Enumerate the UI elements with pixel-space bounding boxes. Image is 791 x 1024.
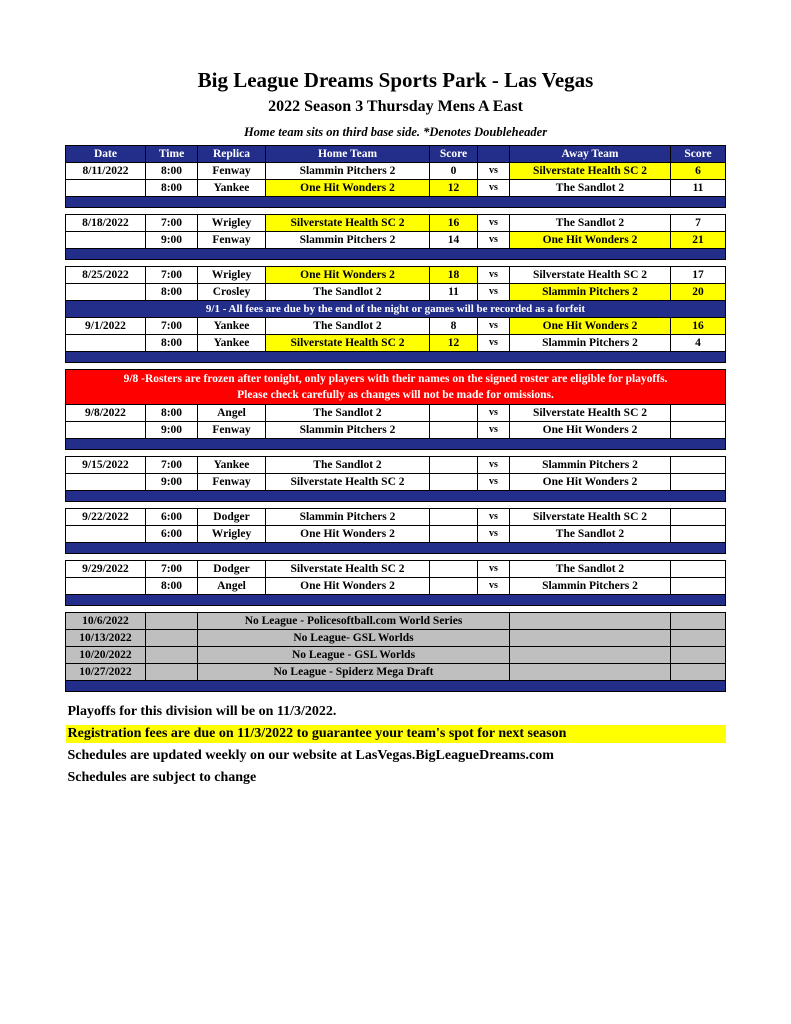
date-cell: 8/11/2022 [66, 163, 146, 180]
time-cell: 9:00 [146, 474, 198, 491]
table-body [66, 163, 726, 692]
away-score-cell [671, 457, 726, 474]
spacer-row [66, 352, 726, 363]
time-cell: 8:00 [146, 405, 198, 422]
time-cell: 6:00 [146, 526, 198, 543]
spacer-cell [66, 249, 726, 260]
no-league-cell: No League - GSL Worlds [198, 647, 510, 664]
vs-label: vs [478, 422, 510, 439]
home-score-cell: 16 [430, 215, 478, 232]
away-team-cell: Silverstate Health SC 2 [510, 163, 671, 180]
vs-label: vs [478, 457, 510, 474]
home-score-cell [430, 526, 478, 543]
away-score-cell [671, 422, 726, 439]
vs-label: vs [478, 215, 510, 232]
no-league-cell: No League - Policesoftball.com World Series [198, 613, 510, 630]
away-team-cell: Silverstate Health SC 2 [510, 509, 671, 526]
date-cell: 9/1/2022 [66, 318, 146, 335]
home-score-cell: 12 [430, 180, 478, 197]
note-line: 9/1 - All fees are due by the end of the night or games will be recorded as a forfeit [205, 303, 586, 315]
replica-cell: Yankee [198, 457, 266, 474]
game-row [66, 405, 726, 422]
no-league-cell: No League- GSL Worlds [198, 630, 510, 647]
away-score-cell: 16 [671, 318, 726, 335]
home-team-cell: The Sandlot 2 [266, 405, 430, 422]
time-cell: 6:00 [146, 509, 198, 526]
away-team-cell: Slammin Pitchers 2 [510, 457, 671, 474]
game-row [66, 509, 726, 526]
vs-label: vs [478, 267, 510, 284]
vs-label: vs [478, 180, 510, 197]
game-row [66, 422, 726, 439]
date-cell [66, 578, 146, 595]
game-row [66, 232, 726, 249]
home-team-cell: The Sandlot 2 [266, 457, 430, 474]
away-score-cell: 11 [671, 180, 726, 197]
away-team-cell: The Sandlot 2 [510, 561, 671, 578]
no-league-cell: No League - Spiderz Mega Draft [198, 664, 510, 681]
replica-cell: Yankee [198, 318, 266, 335]
note-cell [66, 301, 726, 318]
date-cell: 9/8/2022 [66, 405, 146, 422]
date-cell: 8/18/2022 [66, 215, 146, 232]
gap-cell [66, 260, 726, 267]
game-row [66, 215, 726, 232]
replica-cell: Wrigley [198, 526, 266, 543]
time-cell: 8:00 [146, 578, 198, 595]
date-cell: 10/27/2022 [66, 664, 146, 681]
no-league-row [66, 647, 726, 664]
home-score-cell [430, 474, 478, 491]
home-team-cell: Slammin Pitchers 2 [266, 422, 430, 439]
game-row [66, 180, 726, 197]
away-team-cell [510, 664, 671, 681]
time-cell [146, 630, 198, 647]
no-league-row [66, 613, 726, 630]
time-cell: 7:00 [146, 561, 198, 578]
away-team-cell: One Hit Wonders 2 [510, 318, 671, 335]
spacer-row [66, 681, 726, 692]
replica-cell: Wrigley [198, 267, 266, 284]
away-team-cell: Slammin Pitchers 2 [510, 335, 671, 352]
game-row [66, 318, 726, 335]
vs-label: vs [478, 561, 510, 578]
vs-label: vs [478, 163, 510, 180]
date-cell: 9/15/2022 [66, 457, 146, 474]
time-cell [146, 613, 198, 630]
game-row [66, 267, 726, 284]
date-cell: 9/22/2022 [66, 509, 146, 526]
home-team-cell: Silverstate Health SC 2 [266, 474, 430, 491]
game-row [66, 474, 726, 491]
home-score-cell [430, 405, 478, 422]
home-team-cell: Silverstate Health SC 2 [266, 215, 430, 232]
website-note: Schedules are updated weekly on our website at LasVegas.BigLeagueDreams.com [67, 748, 554, 763]
home-team-cell: Silverstate Health SC 2 [266, 335, 430, 352]
gap-row [66, 606, 726, 613]
game-row [66, 561, 726, 578]
away-score-cell [671, 526, 726, 543]
away-team-cell: One Hit Wonders 2 [510, 474, 671, 491]
away-team-cell: The Sandlot 2 [510, 215, 671, 232]
away-score-cell: 6 [671, 163, 726, 180]
date-cell: 10/20/2022 [66, 647, 146, 664]
date-cell: 9/29/2022 [66, 561, 146, 578]
gap-cell [66, 363, 726, 370]
date-cell [66, 284, 146, 301]
home-team-cell: Slammin Pitchers 2 [266, 232, 430, 249]
note-row [66, 301, 726, 318]
spacer-row [66, 249, 726, 260]
away-score-cell [671, 647, 726, 664]
gap-row [66, 208, 726, 215]
date-cell: 10/13/2022 [66, 630, 146, 647]
time-cell: 7:00 [146, 457, 198, 474]
away-score-cell [671, 474, 726, 491]
spacer-row [66, 543, 726, 554]
page-subtitle: 2022 Season 3 Thursday Mens A East [268, 98, 523, 115]
gap-cell [66, 606, 726, 613]
time-cell: 9:00 [146, 422, 198, 439]
note-row [66, 370, 726, 405]
game-row [66, 284, 726, 301]
date-cell [66, 422, 146, 439]
date-cell [66, 474, 146, 491]
column-header: Time [146, 146, 198, 163]
date-cell: 10/6/2022 [66, 613, 146, 630]
time-cell: 8:00 [146, 335, 198, 352]
gap-row [66, 363, 726, 370]
column-header: Date [66, 146, 146, 163]
home-score-cell: 12 [430, 335, 478, 352]
away-team-cell: Silverstate Health SC 2 [510, 405, 671, 422]
vs-label: vs [478, 335, 510, 352]
home-team-cell: One Hit Wonders 2 [266, 180, 430, 197]
column-header: Away Team [510, 146, 671, 163]
header-note: Home team sits on third base side. *Denotes Doubleheader [243, 125, 548, 139]
away-score-cell [671, 405, 726, 422]
home-team-cell: The Sandlot 2 [266, 318, 430, 335]
playoffs-note: Playoffs for this division will be on 11/3/2022. [67, 704, 337, 719]
away-team-cell: The Sandlot 2 [510, 526, 671, 543]
time-cell [146, 664, 198, 681]
column-header: Score [671, 146, 726, 163]
home-team-cell: One Hit Wonders 2 [266, 267, 430, 284]
away-team-cell: One Hit Wonders 2 [510, 422, 671, 439]
note-line: 9/8 -Rosters are frozen after tonight, only players with their names on the signed roster are eligible for playoffs. [123, 373, 668, 385]
gap-cell [66, 502, 726, 509]
replica-cell: Fenway [198, 474, 266, 491]
away-score-cell [671, 509, 726, 526]
column-header: Score [430, 146, 478, 163]
home-team-cell: Silverstate Health SC 2 [266, 561, 430, 578]
column-header: Home Team [266, 146, 430, 163]
game-row [66, 578, 726, 595]
date-cell [66, 526, 146, 543]
vs-label: vs [478, 318, 510, 335]
time-cell: 7:00 [146, 318, 198, 335]
away-score-cell [671, 578, 726, 595]
spacer-row [66, 595, 726, 606]
home-score-cell [430, 457, 478, 474]
away-team-cell: Slammin Pitchers 2 [510, 578, 671, 595]
spacer-cell [66, 543, 726, 554]
home-score-cell [430, 561, 478, 578]
time-cell: 9:00 [146, 232, 198, 249]
away-score-cell [671, 630, 726, 647]
home-team-cell: The Sandlot 2 [266, 284, 430, 301]
home-score-cell [430, 509, 478, 526]
time-cell: 7:00 [146, 267, 198, 284]
spacer-row [66, 197, 726, 208]
spacer-cell [66, 197, 726, 208]
away-score-cell: 4 [671, 335, 726, 352]
vs-label: vs [478, 284, 510, 301]
registration-note: Registration fees are due on 11/3/2022 to guarantee your team's spot for next season [66, 725, 726, 743]
away-score-cell: 21 [671, 232, 726, 249]
away-team-cell [510, 630, 671, 647]
footer-notes [66, 703, 726, 787]
date-cell [66, 335, 146, 352]
away-score-cell [671, 561, 726, 578]
gap-cell [66, 208, 726, 215]
no-league-row [66, 630, 726, 647]
vs-label: vs [478, 474, 510, 491]
away-score-cell [671, 613, 726, 630]
away-score-cell [671, 664, 726, 681]
spacer-cell [66, 352, 726, 363]
spacer-cell [66, 681, 726, 692]
date-cell: 8/25/2022 [66, 267, 146, 284]
replica-cell: Dodger [198, 509, 266, 526]
away-score-cell: 17 [671, 267, 726, 284]
spacer-row [66, 491, 726, 502]
away-score-cell: 20 [671, 284, 726, 301]
gap-row [66, 554, 726, 561]
column-header [478, 146, 510, 163]
home-score-cell: 14 [430, 232, 478, 249]
time-cell [146, 647, 198, 664]
date-cell [66, 180, 146, 197]
page-title: Big League Dreams Sports Park - Las Vegas [197, 68, 594, 92]
gap-cell [66, 554, 726, 561]
replica-cell: Angel [198, 405, 266, 422]
replica-cell: Wrigley [198, 215, 266, 232]
home-team-cell: One Hit Wonders 2 [266, 578, 430, 595]
note-line: Please check carefully as changes will not be made for omissions. [237, 389, 554, 401]
home-score-cell: 11 [430, 284, 478, 301]
vs-label: vs [478, 232, 510, 249]
replica-cell: Dodger [198, 561, 266, 578]
replica-cell: Fenway [198, 163, 266, 180]
spacer-cell [66, 595, 726, 606]
no-league-row [66, 664, 726, 681]
away-team-cell: Silverstate Health SC 2 [510, 267, 671, 284]
time-cell: 8:00 [146, 284, 198, 301]
schedule-table [65, 145, 726, 692]
home-score-cell: 0 [430, 163, 478, 180]
column-header: Replica [198, 146, 266, 163]
replica-cell: Fenway [198, 422, 266, 439]
home-score-cell [430, 578, 478, 595]
replica-cell: Crosley [198, 284, 266, 301]
spacer-cell [66, 491, 726, 502]
replica-cell: Angel [198, 578, 266, 595]
away-team-cell: Slammin Pitchers 2 [510, 284, 671, 301]
home-score-cell: 18 [430, 267, 478, 284]
time-cell: 8:00 [146, 163, 198, 180]
spacer-row [66, 439, 726, 450]
date-cell [66, 232, 146, 249]
replica-cell: Yankee [198, 180, 266, 197]
gap-row [66, 260, 726, 267]
game-row [66, 335, 726, 352]
gap-row [66, 450, 726, 457]
subject-to-change-note: Schedules are subject to change [67, 770, 257, 785]
home-team-cell: One Hit Wonders 2 [266, 526, 430, 543]
vs-label: vs [478, 405, 510, 422]
away-team-cell [510, 647, 671, 664]
away-team-cell: The Sandlot 2 [510, 180, 671, 197]
home-score-cell: 8 [430, 318, 478, 335]
gap-cell [66, 450, 726, 457]
vs-label: vs [478, 578, 510, 595]
spacer-cell [66, 439, 726, 450]
table-header [66, 146, 726, 163]
header-row [66, 146, 726, 163]
home-team-cell: Slammin Pitchers 2 [266, 163, 430, 180]
vs-label: vs [478, 526, 510, 543]
game-row [66, 457, 726, 474]
replica-cell: Fenway [198, 232, 266, 249]
home-team-cell: Slammin Pitchers 2 [266, 509, 430, 526]
away-team-cell: One Hit Wonders 2 [510, 232, 671, 249]
game-row [66, 526, 726, 543]
time-cell: 8:00 [146, 180, 198, 197]
vs-label: vs [478, 509, 510, 526]
note-cell [66, 370, 726, 405]
gap-row [66, 502, 726, 509]
time-cell: 7:00 [146, 215, 198, 232]
away-score-cell: 7 [671, 215, 726, 232]
away-team-cell [510, 613, 671, 630]
game-row [66, 163, 726, 180]
home-score-cell [430, 422, 478, 439]
replica-cell: Yankee [198, 335, 266, 352]
